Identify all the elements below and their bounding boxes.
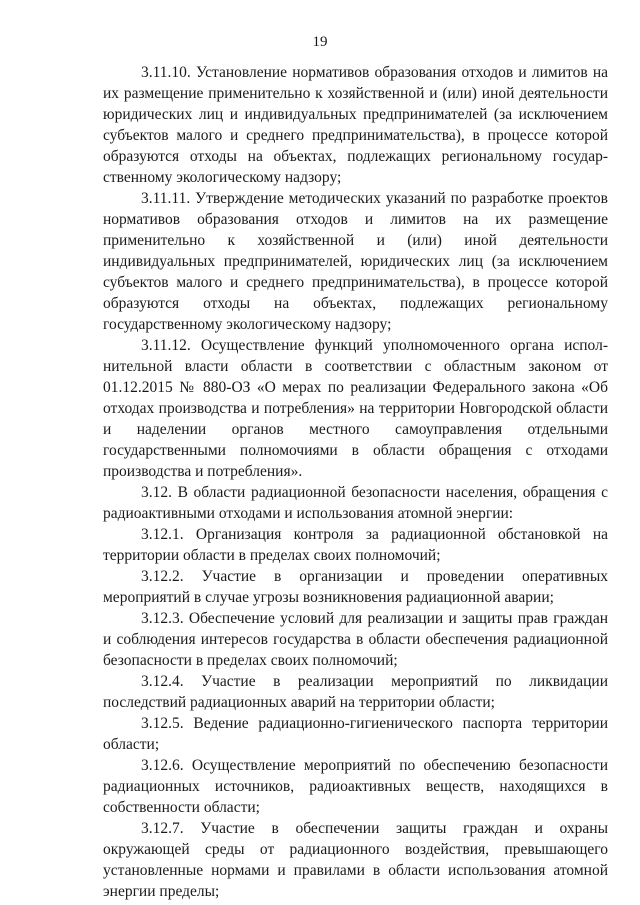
page-number: 19 bbox=[312, 34, 328, 50]
paragraph-3-11-11: 3.11.11. Утверждение методических указаний по разработке проектов нормативов образования отходов и лимитов на их размещение применительно к хозяйственной и (или) иной деятельности индивидуальных предпринимателей, юридических лиц (за исключением субъектов малого и среднего предпринимательства), в процессе которой образуются отходы на объектах, подлежащих региональному государственному экологическому надзору; bbox=[103, 190, 608, 333]
document-body bbox=[103, 62, 608, 902]
paragraph-3-11-12: 3.11.12. Осуществление функций уполномоченного органа исполнительной власти области в соответствии с областным законом от 01.12.2015 № 880-ОЗ «О мерах по реализации Федерального закона «Об отходах производства и потребления» на территории Новгородской области и наделении органов местного самоуправления отдельными государственными полномочиями в области обращения с отходами производства и потребления». bbox=[103, 337, 608, 480]
paragraph-3-12-5: 3.12.5. Ведение радиационно-гигиенического паспорта территории области; bbox=[103, 715, 608, 753]
paragraph-3-11-10: 3.11.10. Установление нормативов образования отходов и лимитов на их размещение применительно к хозяйственной и (или) иной деятельности юридических лиц и индивидуальных предпринимателей (за исключением субъектов малого и среднего предпринимательства), в процессе которой образуются отходы на объектах, подлежащих региональному государственному экологическому надзору; bbox=[103, 64, 608, 186]
paragraph-3-12-4: 3.12.4. Участие в реализации мероприятий по ликвидации последствий радиационных аварий на территории области; bbox=[103, 673, 608, 711]
paragraph-3-12-3: 3.12.3. Обеспечение условий для реализации и защиты прав граждан и соблюдения интересов государства в области обеспечения радиационной безопасности в пределах своих полномочий; bbox=[103, 610, 608, 669]
paragraph-3-12-7: 3.12.7. Участие в обеспечении защиты граждан и охраны окружающей среды от радиационного воздействия, превышающего установленные нормами и правилами в области использования атомной энергии пределы; bbox=[103, 820, 608, 900]
paragraph-3-12: 3.12. В области радиационной безопасности населения, обращения с радиоактивными отходами и использования атомной энергии: bbox=[103, 484, 608, 522]
paragraph-3-12-1: 3.12.1. Организация контроля за радиационной обстановкой на территории области в пределах своих полномочий; bbox=[103, 526, 608, 564]
paragraph-3-12-2: 3.12.2. Участие в организации и проведении оперативных мероприятий в случае угрозы возникновения радиационной аварии; bbox=[103, 568, 608, 606]
paragraph-3-12-6: 3.12.6. Осуществление мероприятий по обеспечению безопасности радиационных источников, радиоактивных веществ, находящихся в собственности области; bbox=[103, 757, 608, 816]
